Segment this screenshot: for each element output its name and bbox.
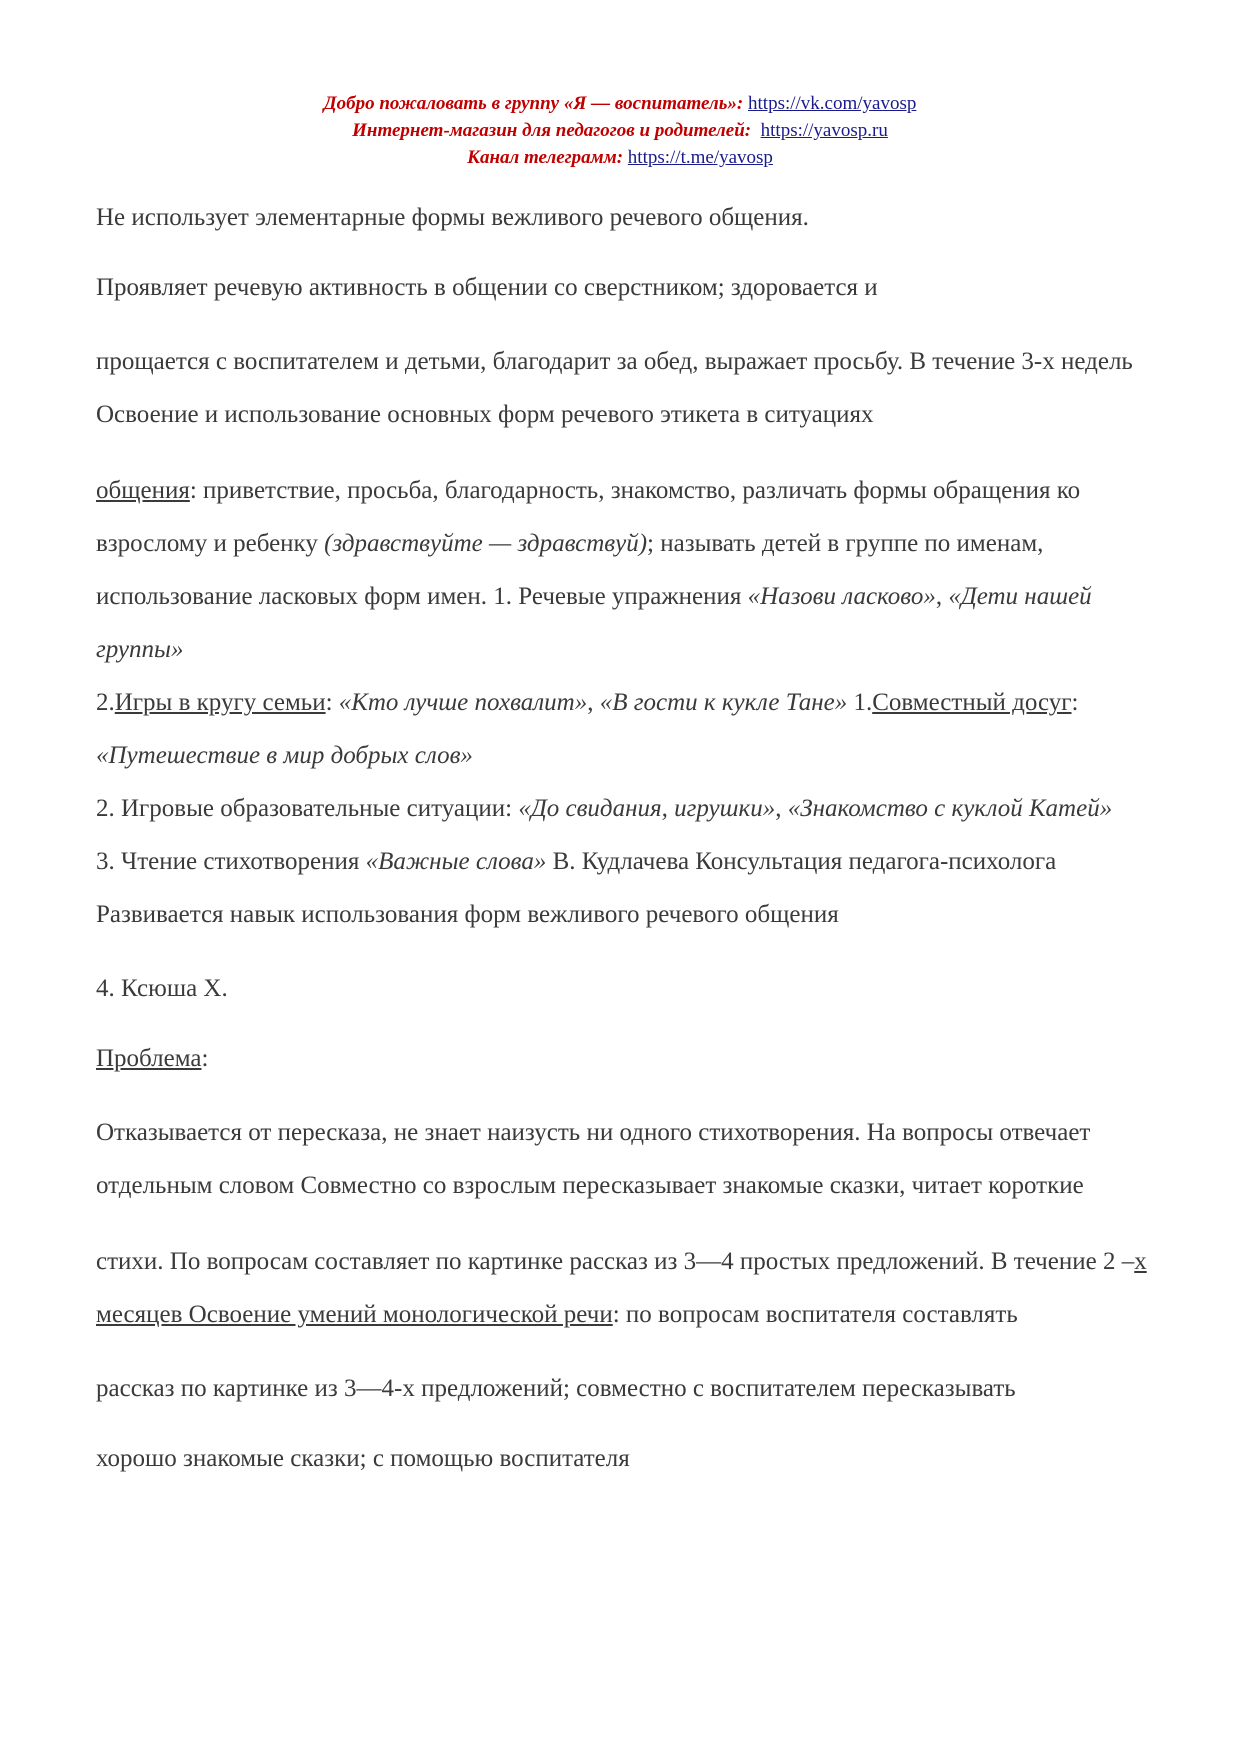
paragraph-7: Отказывается от пересказа, не знает наизусть ни одного стихотворения. На вопросы отвечает отдельным словом Совместно со взрослым пересказывает знакомые сказки, читает короткие [96,1119,1091,1199]
text-italic: «Назови ласково» [747,583,936,610]
header-shop-label: Интернет-магазин для педагогов и родителей: [352,120,752,141]
paragraph-1: Не использует элементарные формы вежливого речевого общения. [96,204,809,231]
text-underlined: х месяцев Освоение умений монологической речи [96,1248,1147,1328]
text-run: : [201,1045,209,1072]
text-italic: «Дети нашей группы» [96,583,1092,663]
text-underlined: Совместный досуг [872,689,1072,716]
vk-link[interactable]: https://vk.com/yavosp [748,93,917,114]
text-italic: «В гости к кукле Тане» [599,689,848,716]
paragraph-4 [96,464,1176,941]
paragraph-10: хорошо знакомые сказки; с помощью воспитателя [96,1445,630,1472]
page-header [0,90,1240,171]
text-italic: «До свидания, игрушки» [518,795,776,822]
text-italic: «Важные слова» [365,848,547,875]
paragraph-5: 4. Ксюша Х. [96,975,228,1002]
text-run: 2. [96,689,115,716]
text-run: В. Кудлачева Консультация педагога-психолога Развивается навык использования форм вежливого речевого общения [96,848,1057,928]
paragraph-3: прощается с воспитателем и детьми, благодарит за обед, выражает просьбу. В течение 3-х недель Освоение и использование основных форм речевого этикета в ситуациях [96,348,1133,428]
paragraph-9: рассказ по картинке из 3—4-х предложений; совместно с воспитателем пересказывать [96,1375,1016,1402]
paragraph-2: Проявляет речевую активность в общении со сверстником; здоровается и [96,274,878,301]
text-run: , [935,583,949,610]
text-italic: «Кто лучше похвалит» [338,689,588,716]
document-body [96,195,1176,1481]
section-heading-problem: Проблема [96,1045,202,1072]
text-underlined: общения [96,477,190,504]
text-run: , [775,795,788,822]
text-run: : [1071,689,1079,716]
text-italic: «Путешествие в мир добрых слов» [96,742,473,769]
text-run: : приветствие, просьба, благодарность, знакомство, различать формы обращения ко взрослому и ребенку [96,477,1081,557]
telegram-link[interactable]: https://t.me/yavosp [627,147,773,168]
text-run: ; называть детей в группе по именам, использование ласковых форм имен. 1. Речевые упражнения [96,530,1044,610]
text-run: : [325,689,339,716]
header-line-shop [0,117,1240,144]
paragraph-8 [96,1235,1176,1341]
text-italic: (здравствуйте — здравствуй) [324,530,648,557]
header-line-group [0,90,1240,117]
header-group-label: Добро пожаловать в группу «Я — воспитатель»: [323,93,744,114]
paragraph-6 [96,1036,1176,1081]
text-underlined: Игры в кругу семьи [114,689,326,716]
text-italic: «Знакомство с куклой Катей» [787,795,1113,822]
text-run: 1. [847,689,873,716]
text-run: 3. Чтение стихотворения [96,848,366,875]
shop-link[interactable]: https://yavosp.ru [760,120,888,141]
header-line-telegram [0,144,1240,171]
header-telegram-label: Канал телеграмм: [467,147,624,168]
text-run: : по вопросам воспитателя составлять [612,1301,1018,1328]
text-run: , [587,689,600,716]
text-run: 2. Игровые образовательные ситуации: [96,795,519,822]
text-run: стихи. По вопросам составляет по картинке рассказ из 3—4 простых предложений. В течение 2 – [96,1248,1135,1275]
